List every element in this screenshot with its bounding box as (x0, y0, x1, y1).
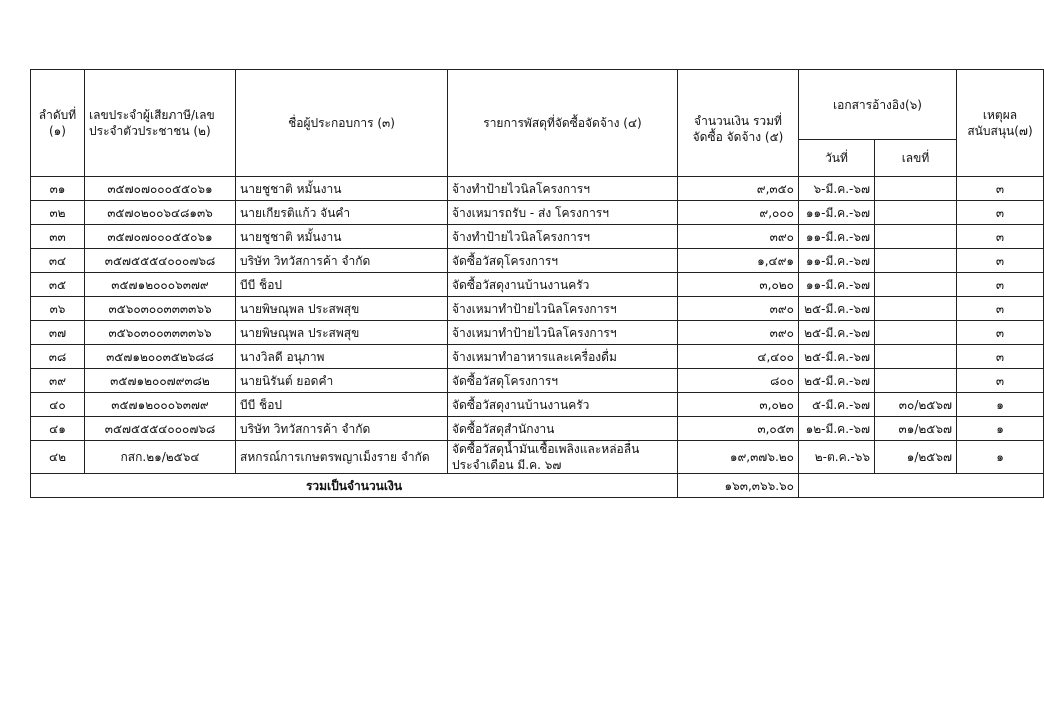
cell-seq: ๓๔ (31, 249, 85, 273)
cell-item: จ้างเหมาทำป้ายไวนิลโครงการฯ (448, 297, 678, 321)
cell-seq: ๓๒ (31, 201, 85, 225)
table-row (31, 345, 1044, 369)
cell-date: ๒๕-มี.ค.-๖๗ (799, 321, 875, 345)
cell-tax-id: ๓๕๖๐๓๐๐๓๓๓๓๖๖ (85, 321, 236, 345)
cell-amount: ๙,๓๕๐ (678, 177, 799, 201)
header-reason-line2: สนับสนุน(๗) (967, 124, 1033, 138)
header-vendor: ชื่อผู้ประกอบการ (๓) (236, 70, 448, 177)
cell-item: จัดซื้อวัสดุงานบ้านงานครัว (448, 273, 678, 297)
cell-item: จ้างทำป้ายไวนิลโครงการฯ (448, 225, 678, 249)
cell-seq: ๔๐ (31, 393, 85, 417)
cell-tax-id: ๓๕๗๑๒๐๐๓๕๒๖๘๘ (85, 345, 236, 369)
cell-vendor: นายชูชาติ หมั้นงาน (236, 177, 448, 201)
table-row (31, 393, 1044, 417)
cell-amount: ๓๙๐ (678, 321, 799, 345)
header-items: รายการพัสดุที่จัดซื้อจัดจ้าง (๔) (448, 70, 678, 177)
cell-tax-id: ๓๕๗๑๒๐๐๐๖๓๗๙ (85, 393, 236, 417)
cell-tax-id: กสก.๒๑/๒๕๖๔ (85, 441, 236, 474)
table-row (31, 417, 1044, 441)
cell-date: ๒-ต.ค.-๖๖ (799, 441, 875, 474)
cell-amount: ๘๐๐ (678, 369, 799, 393)
cell-tax-id: ๓๕๗๑๒๐๐๐๖๓๗๙ (85, 273, 236, 297)
cell-ref-no (875, 321, 957, 345)
cell-seq: ๓๗ (31, 321, 85, 345)
header-reason (957, 70, 1044, 177)
cell-date: ๑๑-มี.ค.-๖๗ (799, 249, 875, 273)
table-row (31, 369, 1044, 393)
cell-item: จ้างเหมาทำป้ายไวนิลโครงการฯ (448, 321, 678, 345)
cell-amount: ๓๙๐ (678, 225, 799, 249)
cell-seq: ๓๖ (31, 297, 85, 321)
cell-seq: ๔๒ (31, 441, 85, 474)
cell-reason: ๓ (957, 345, 1044, 369)
cell-tax-id: ๓๕๗๕๕๕๔๐๐๐๗๖๘ (85, 417, 236, 441)
cell-amount: ๓,๐๒๐ (678, 393, 799, 417)
cell-reason: ๓ (957, 321, 1044, 345)
cell-date: ๑๑-มี.ค.-๖๗ (799, 201, 875, 225)
cell-reason: ๓ (957, 177, 1044, 201)
header-seq-line1: ลำดับที่ (38, 108, 77, 122)
cell-date: ๒๕-มี.ค.-๖๗ (799, 345, 875, 369)
cell-seq: ๓๑ (31, 177, 85, 201)
header-row (31, 70, 1044, 140)
header-ref-date: วันที่ (799, 140, 875, 177)
table-row (31, 297, 1044, 321)
cell-seq: ๓๘ (31, 345, 85, 369)
cell-date: ๑๑-มี.ค.-๖๗ (799, 273, 875, 297)
cell-vendor: นายชูชาติ หมั้นงาน (236, 225, 448, 249)
header-seq-line2: (๑) (49, 124, 66, 138)
header-tax-id-line1: เลขประจำผู้เสียภาษี/เลข (89, 108, 215, 122)
header-ref-no: เลขที่ (875, 140, 957, 177)
cell-reason: ๓ (957, 369, 1044, 393)
header-ref-docs: เอกสารอ้างอิง(๖) (799, 70, 957, 140)
header-seq (31, 70, 85, 177)
cell-amount: ๑๙,๓๗๖.๒๐ (678, 441, 799, 474)
cell-date: ๒๕-มี.ค.-๖๗ (799, 369, 875, 393)
cell-amount: ๓,๐๕๓ (678, 417, 799, 441)
cell-item (448, 441, 678, 474)
cell-item: จ้างทำป้ายไวนิลโครงการฯ (448, 177, 678, 201)
cell-amount: ๓,๐๒๐ (678, 273, 799, 297)
cell-tax-id: ๓๕๗๕๕๕๔๐๐๐๗๖๘ (85, 249, 236, 273)
cell-item-line2: ประจำเดือน มี.ค. ๖๗ (452, 458, 562, 472)
header-tax-id (85, 70, 236, 177)
cell-tax-id: ๓๕๗๑๒๐๐๗๙๓๘๒ (85, 369, 236, 393)
cell-tax-id: ๓๕๗๐๒๐๐๖๔๘๑๓๖ (85, 201, 236, 225)
cell-date: ๑๒-มี.ค.-๖๗ (799, 417, 875, 441)
cell-reason: ๑ (957, 441, 1044, 474)
cell-seq: ๓๓ (31, 225, 85, 249)
cell-ref-no (875, 225, 957, 249)
total-label: รวมเป็นจำนวนเงิน (31, 474, 678, 498)
cell-reason: ๓ (957, 201, 1044, 225)
header-amount-line1: จำนวนเงิน รวมที่ (694, 114, 782, 128)
cell-reason: ๓ (957, 273, 1044, 297)
cell-amount: ๙,๐๐๐ (678, 201, 799, 225)
cell-reason: ๓ (957, 297, 1044, 321)
procurement-table (30, 69, 1044, 498)
cell-vendor: บีบี ช็อป (236, 393, 448, 417)
cell-vendor: บริษัท วิทวัสการค้า จำกัด (236, 417, 448, 441)
table-row (31, 273, 1044, 297)
cell-ref-no (875, 201, 957, 225)
header-tax-id-line2: ประจำตัวประชาชน (๒) (89, 124, 211, 138)
header-amount (678, 70, 799, 177)
cell-ref-no (875, 177, 957, 201)
table-row (31, 321, 1044, 345)
cell-item: จัดซื้อวัสดุสำนักงาน (448, 417, 678, 441)
cell-seq: ๔๑ (31, 417, 85, 441)
cell-seq: ๓๙ (31, 369, 85, 393)
cell-ref-no: ๓๐/๒๕๖๗ (875, 393, 957, 417)
cell-vendor: นายเกียรติแก้ว จันคำ (236, 201, 448, 225)
cell-vendor: นางวิลดี อนุภาพ (236, 345, 448, 369)
table-row (31, 201, 1044, 225)
cell-tax-id: ๓๕๗๐๗๐๐๐๕๕๐๖๑ (85, 177, 236, 201)
header-reason-line1: เหตุผล (982, 108, 1018, 122)
cell-tax-id: ๓๕๖๐๓๐๐๓๓๓๓๖๖ (85, 297, 236, 321)
cell-ref-no (875, 297, 957, 321)
table-row (31, 225, 1044, 249)
total-amount: ๑๖๓,๓๖๖.๖๐ (678, 474, 799, 498)
cell-amount: ๑,๔๙๑ (678, 249, 799, 273)
cell-date: ๒๕-มี.ค.-๖๗ (799, 297, 875, 321)
cell-reason: ๑ (957, 417, 1044, 441)
cell-item: จ้างเหมารถรับ - ส่ง โครงการฯ (448, 201, 678, 225)
header-amount-line2: จัดซื้อ จัดจ้าง (๕) (692, 130, 784, 144)
cell-ref-no: ๑/๒๕๖๗ (875, 441, 957, 474)
cell-vendor: บริษัท วิทวัสการค้า จำกัด (236, 249, 448, 273)
cell-date: ๖-มี.ค.-๖๗ (799, 177, 875, 201)
cell-reason: ๑ (957, 393, 1044, 417)
cell-vendor: นายพิษณุพล ประสพสุข (236, 297, 448, 321)
cell-vendor: บีบี ช็อป (236, 273, 448, 297)
cell-ref-no (875, 273, 957, 297)
cell-date: ๑๑-มี.ค.-๖๗ (799, 225, 875, 249)
cell-amount: ๓๙๐ (678, 297, 799, 321)
cell-item-line1: จัดซื้อวัสดุน้ำมันเชื้อเพลิงและหล่อลื่น (452, 442, 640, 456)
cell-amount: ๔,๔๐๐ (678, 345, 799, 369)
table-body (31, 177, 1044, 441)
cell-item: จ้างเหมาทำอาหารและเครื่องดื่ม (448, 345, 678, 369)
table-row (31, 249, 1044, 273)
cell-seq: ๓๕ (31, 273, 85, 297)
cell-ref-no (875, 369, 957, 393)
cell-tax-id: ๓๕๗๐๗๐๐๐๕๕๐๖๑ (85, 225, 236, 249)
cell-date: ๕-มี.ค.-๖๗ (799, 393, 875, 417)
cell-ref-no (875, 345, 957, 369)
total-blank (799, 474, 1044, 498)
total-row (31, 474, 1044, 498)
cell-vendor: นายนิรันต์ ยอดคำ (236, 369, 448, 393)
table-row (31, 441, 1044, 474)
cell-vendor: นายพิษณุพล ประสพสุข (236, 321, 448, 345)
cell-reason: ๓ (957, 225, 1044, 249)
cell-reason: ๓ (957, 249, 1044, 273)
cell-item: จัดซื้อวัสดุโครงการฯ (448, 369, 678, 393)
cell-ref-no (875, 249, 957, 273)
cell-vendor: สหกรณ์การเกษตรพญาเม็งราย จำกัด (236, 441, 448, 474)
cell-ref-no: ๓๑/๒๕๖๗ (875, 417, 957, 441)
cell-item: จัดซื้อวัสดุงานบ้านงานครัว (448, 393, 678, 417)
table-row (31, 177, 1044, 201)
cell-item: จัดซื้อวัสดุโครงการฯ (448, 249, 678, 273)
